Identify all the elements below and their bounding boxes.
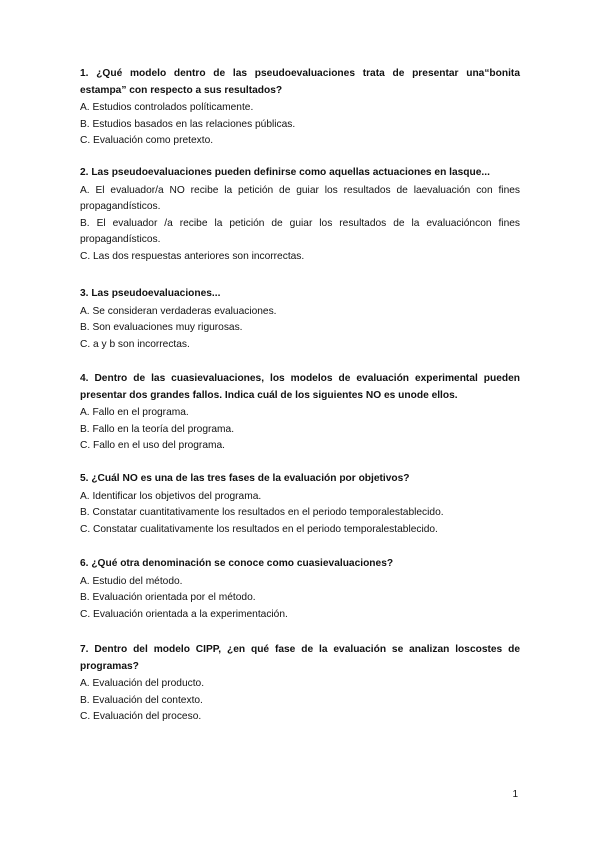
answer-option-c: C. Evaluación como pretexto. xyxy=(80,135,214,147)
answer-option-b: B. Son evaluaciones muy rigurosas. xyxy=(80,322,243,334)
answer-option-a: A. Estudios controlados políticamente. xyxy=(80,102,254,114)
question-6 xyxy=(80,556,520,623)
answer-option-b: B. Estudios basados en las relaciones públicas. xyxy=(80,118,296,130)
answer-option-c: C. Evaluación orientada a la experimentación. xyxy=(80,608,288,620)
question-1 xyxy=(80,66,520,150)
answer-option-c: C. Fallo en el uso del programa. xyxy=(80,440,225,452)
question-text: 2. Las pseudoevaluaciones pueden definirse como aquellas actuaciones en lasque... xyxy=(80,167,490,178)
question-5 xyxy=(80,471,520,538)
answer-option-b: B. Evaluación del contexto. xyxy=(80,694,203,706)
question-7 xyxy=(80,642,520,726)
answer-option-a: A. Evaluación del producto. xyxy=(80,678,205,690)
answer-option-b: B. Evaluación orientada por el método. xyxy=(80,592,256,604)
question-text: 7. Dentro del modelo CIPP, ¿en qué fase de la evaluación se analizan loscostes de programas? xyxy=(80,644,520,672)
question-2 xyxy=(80,165,520,266)
answer-option-b: B. Constatar cuantitativamente los resultados en el periodo temporalestablecido. xyxy=(80,507,444,519)
answer-option-b: B. Fallo en la teoría del programa. xyxy=(80,423,235,435)
page-number: 1 xyxy=(512,789,518,800)
answer-option-a: A. Identificar los objetivos del programa. xyxy=(80,490,262,502)
answer-option-c: C. Evaluación del proceso. xyxy=(80,711,202,723)
answer-option-b: B. El evaluador /a recibe la petición de guiar los resultados de la evaluacióncon fines propagandísticos. xyxy=(80,217,520,246)
question-4 xyxy=(80,371,520,455)
question-text: 5. ¿Cuál NO es una de las tres fases de la evaluación por objetivos? xyxy=(80,473,410,484)
question-text: 6. ¿Qué otra denominación se conoce como cuasievaluaciones? xyxy=(80,558,394,569)
answer-option-a: A. Fallo en el programa. xyxy=(80,407,189,419)
question-text: 4. Dentro de las cuasievaluaciones, los modelos de evaluación experimental pueden presentar dos grandes fallos. Indica cuál de los siguientes NO es unode ellos. xyxy=(80,373,520,401)
answer-option-a: A. Estudio del método. xyxy=(80,575,183,587)
answer-option-c: C. a y b son incorrectas. xyxy=(80,338,190,350)
answer-option-a: A. El evaluador/a NO recibe la petición de guiar los resultados de laevaluación con fines propagandísticos. xyxy=(80,184,520,213)
question-text: 3. Las pseudoevaluaciones... xyxy=(80,288,221,299)
question-text: 1. ¿Qué modelo dentro de las pseudoevaluaciones trata de presentar una“bonita estampa” con respecto a sus resultados? xyxy=(80,68,520,96)
answer-option-a: A. Se consideran verdaderas evaluaciones. xyxy=(80,305,277,317)
question-3 xyxy=(80,286,520,353)
answer-option-c: C. Constatar cualitativamente los resultados en el periodo temporalestablecido. xyxy=(80,523,438,535)
answer-option-c: C. Las dos respuestas anteriores son incorrectas. xyxy=(80,250,305,262)
